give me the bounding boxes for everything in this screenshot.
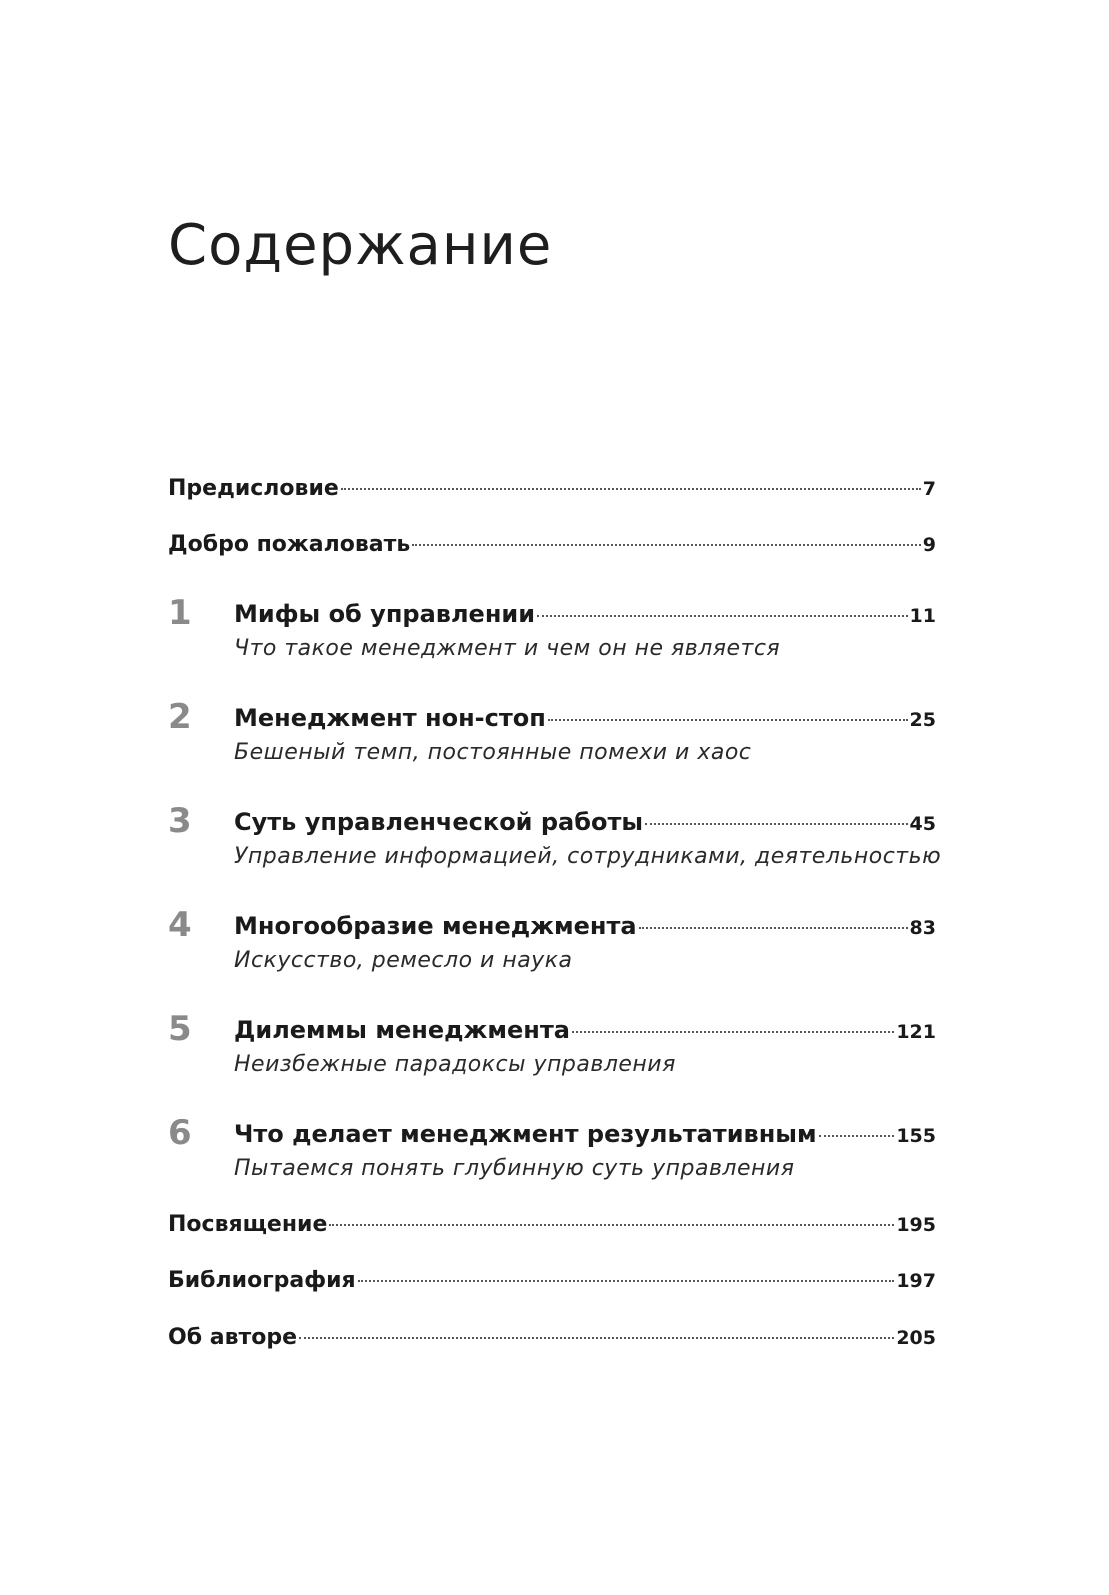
dot-leader — [299, 1337, 894, 1339]
dot-leader — [341, 488, 921, 490]
dot-leader — [645, 823, 907, 825]
chapter-number: 6 — [168, 1113, 192, 1153]
toc-entry-chapter-6[interactable] — [234, 1120, 936, 1148]
chapter-title: Менеджмент нон-стоп — [234, 704, 546, 732]
chapter-title: Мифы об управлении — [234, 600, 536, 628]
toc-entry-page: 197 — [896, 1270, 936, 1292]
chapter-subtitle: Пытаемся понять глубинную суть управления — [234, 1156, 795, 1181]
chapter-number: 3 — [168, 801, 192, 841]
toc-entry-chapter-5[interactable] — [234, 1016, 936, 1044]
page-title: Содержание — [168, 213, 553, 278]
toc-entry-welcome[interactable] — [168, 532, 936, 557]
toc-entry-page: 45 — [909, 813, 936, 835]
toc-entry-page: 121 — [896, 1021, 936, 1043]
chapter-subtitle: Искусство, ремесло и наука — [234, 948, 573, 973]
dot-leader — [639, 927, 908, 929]
chapter-number: 2 — [168, 697, 192, 737]
dot-leader — [412, 544, 920, 546]
dot-leader — [537, 615, 908, 617]
chapter-number: 4 — [168, 905, 192, 945]
toc-entry-page: 83 — [909, 917, 936, 939]
dot-leader — [329, 1224, 894, 1226]
toc-entry-chapter-2[interactable] — [234, 704, 936, 732]
toc-entry-about-author[interactable] — [168, 1325, 936, 1350]
toc-entry-dedication[interactable] — [168, 1212, 936, 1237]
chapter-subtitle: Что такое менеджмент и чем он не является — [234, 636, 781, 661]
toc-entry-page: 155 — [896, 1125, 936, 1147]
toc-entry-page: 205 — [896, 1327, 936, 1349]
chapter-subtitle: Неизбежные парадоксы управления — [234, 1052, 676, 1077]
chapter-title: Дилеммы менеджмента — [234, 1016, 570, 1044]
chapter-number: 5 — [168, 1009, 192, 1049]
toc-entry-label: Предисловие — [168, 476, 339, 501]
chapter-number: 1 — [168, 593, 192, 633]
toc-entry-chapter-1[interactable] — [234, 600, 936, 628]
toc-entry-page: 195 — [896, 1214, 936, 1236]
toc-entry-label: Добро пожаловать — [168, 532, 411, 557]
dot-leader — [819, 1135, 895, 1137]
dot-leader — [358, 1280, 895, 1282]
chapter-title: Суть управленческой работы — [234, 808, 644, 836]
toc-entry-page: 11 — [909, 605, 936, 627]
toc-entry-chapter-4[interactable] — [234, 912, 936, 940]
chapter-title: Что делает менеджмент результативным — [234, 1120, 817, 1148]
chapter-subtitle: Бешеный темп, постоянные помехи и хаос — [234, 740, 752, 765]
toc-entry-foreword[interactable] — [168, 476, 936, 501]
toc-entry-page: 9 — [922, 534, 936, 556]
chapter-title: Многообразие менеджмента — [234, 912, 637, 940]
toc-entry-chapter-3[interactable] — [234, 808, 936, 836]
toc-entry-page: 7 — [922, 478, 936, 500]
chapter-subtitle: Управление информацией, сотрудниками, деятельностью — [234, 844, 942, 869]
dot-leader — [572, 1031, 894, 1033]
dot-leader — [548, 719, 908, 721]
toc-entry-label: Об авторе — [168, 1325, 298, 1350]
toc-entry-label: Библиография — [168, 1268, 356, 1293]
toc-entry-bibliography[interactable] — [168, 1268, 936, 1293]
toc-entry-page: 25 — [909, 709, 936, 731]
toc-entry-label: Посвящение — [168, 1212, 328, 1237]
